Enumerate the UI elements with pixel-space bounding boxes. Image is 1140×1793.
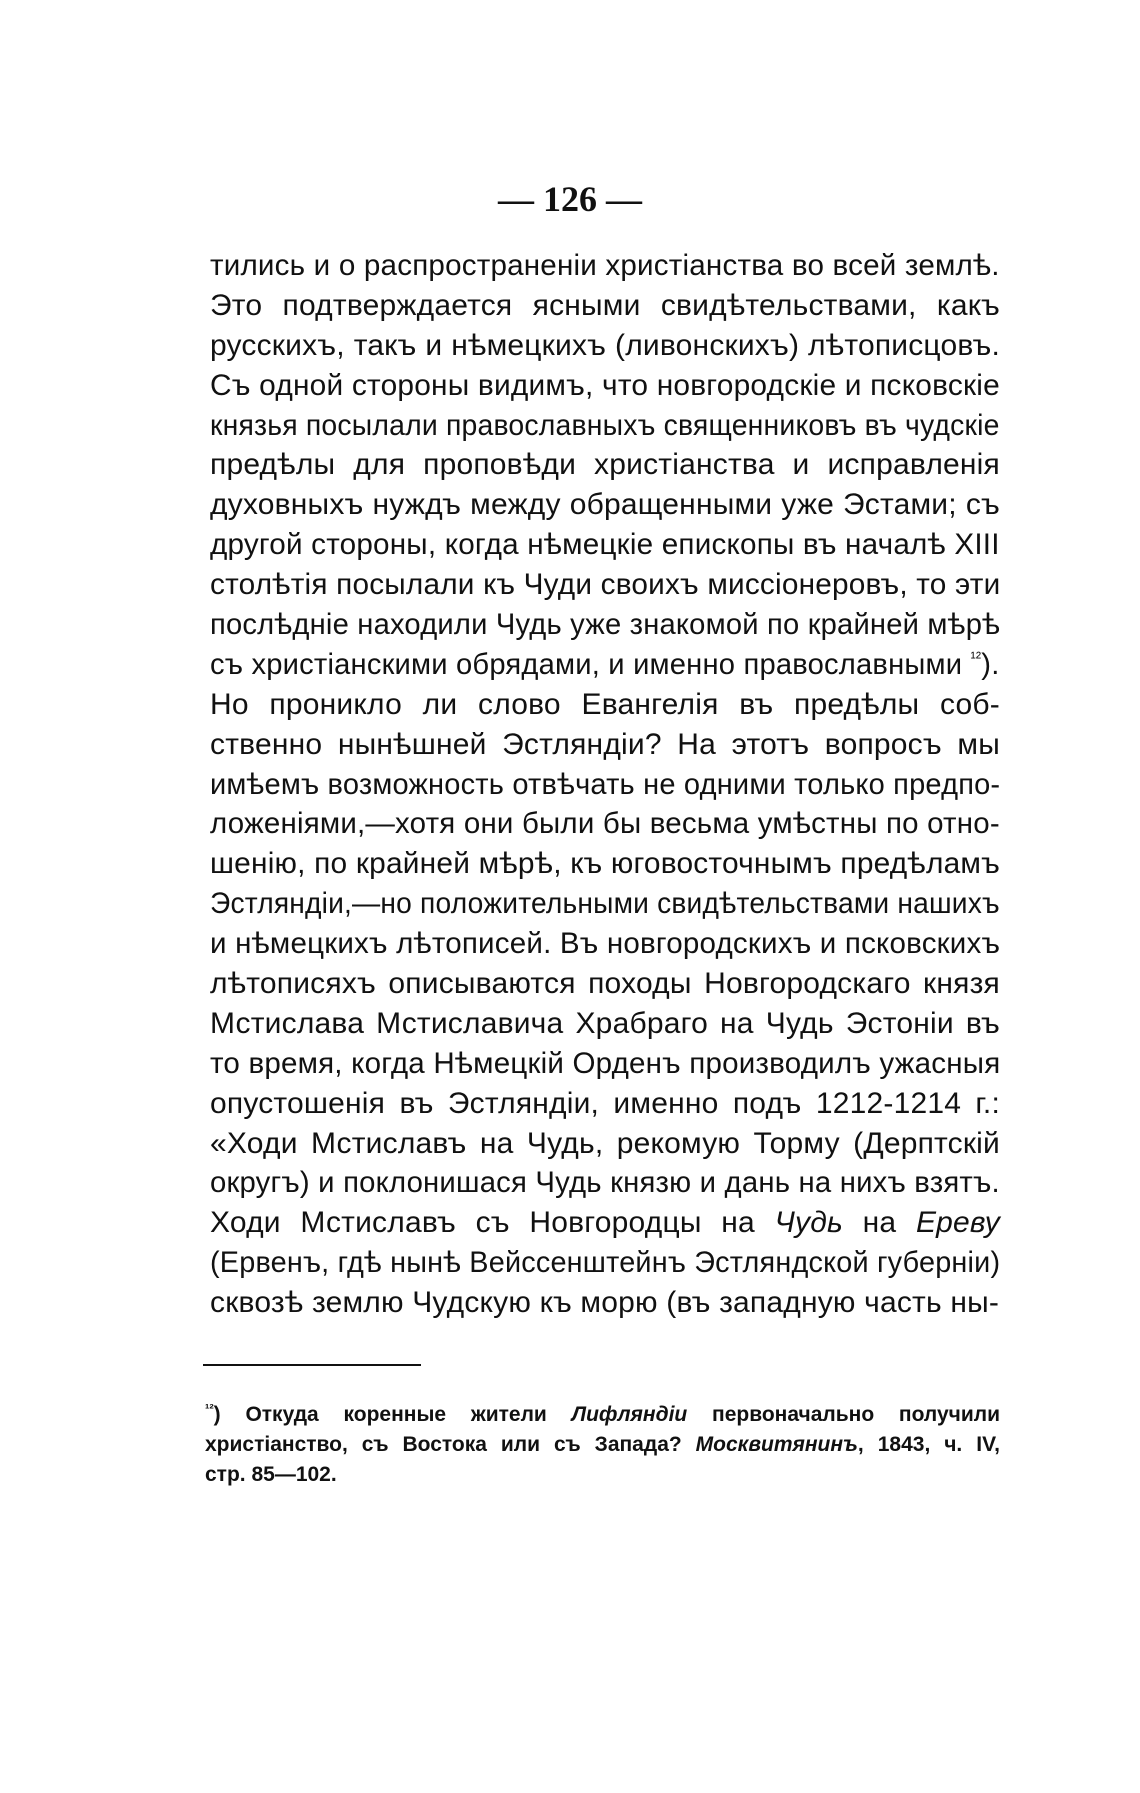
text-line: то время, когда Нѣмецкій Орденъ производилъ ужасныя: [210, 1046, 1001, 1080]
text-line: тились и о распространеніи христіанства во всей землѣ.: [210, 249, 1000, 282]
text-line: князья посылали православныхъ священниковъ въ чудскіе: [210, 408, 1000, 442]
text-line: [210, 645, 1000, 685]
journal-title: Москвитянинъ: [695, 1433, 858, 1456]
text-line: «Ходи Мстиславъ на Чудь, рекомую Торму (Дерптскій: [210, 1126, 1000, 1160]
text-line: ственно нынѣшней Эстляндіи? На этотъ вопросъ мы: [210, 727, 1000, 761]
text-segment: съ христіанскими обрядами, и именно православными: [210, 647, 963, 681]
italic-term: Чудь: [774, 1206, 843, 1240]
footnote-line: стр. 85—102.: [205, 1463, 337, 1486]
text-line: округъ) и поклонишася Чудь князю и дань на нихъ взятъ.: [210, 1166, 1000, 1200]
text-line: предѣлы для проповѣди христіанства и исправленія: [210, 448, 1000, 482]
text-line: имѣемъ возможность отвѣчать не одними только предпо-: [210, 767, 1001, 801]
footnote-reference: ¹²: [970, 649, 982, 667]
text-line: шенію, по крайней мѣрѣ, къ юговосточнымъ предѣламъ: [210, 847, 1001, 881]
body-text: [210, 246, 1000, 1323]
footnote-marker: ¹²: [205, 1401, 214, 1416]
text-segment: на: [862, 1206, 897, 1240]
footnote-divider: [203, 1364, 421, 1366]
italic-term: Лифляндіи: [571, 1403, 688, 1426]
footnote-line: [205, 1430, 1000, 1460]
text-line: [210, 1203, 1000, 1243]
text-line: послѣдніе находили Чудь уже знакомой по крайней мѣрѣ: [210, 608, 1001, 642]
text-line: Но проникло ли слово Евангелія въ предѣлы соб-: [210, 687, 1000, 721]
text-line: другой стороны, когда нѣмецкіе епископы въ началѣ XIII: [210, 528, 1000, 562]
text-line: (Ервенъ, гдѣ нынѣ Вейссенштейнъ Эстляндской губерніи): [210, 1246, 1001, 1280]
footnote-text: первоначально получили: [712, 1403, 1000, 1426]
italic-term: Ереву: [915, 1206, 1000, 1240]
text-line: столѣтія посылали къ Чуди своихъ миссіонеровъ, то эти: [210, 568, 1001, 602]
text-line: русскихъ, такъ и нѣмецкихъ (ливонскихъ) лѣтописцовъ.: [210, 328, 1000, 362]
text-line: лѣтописяхъ описываются походы Новгородскаго князя: [210, 967, 1000, 1001]
footnote-text: ) Откуда коренные жители: [213, 1403, 547, 1426]
text-line: духовныхъ нуждъ между обращенными уже Эстами; съ: [210, 488, 1000, 522]
footnote-text: христіанство, съ Востока или съ Запада?: [205, 1433, 682, 1456]
text-line: сквозѣ землю Чудскую къ морю (въ западную часть ны-: [210, 1286, 1000, 1320]
footnote-line: [205, 1400, 1000, 1430]
text-line: опустошенія въ Эстляндіи, именно подъ 1212-1214 г.:: [210, 1086, 1000, 1120]
text-line: Мстислава Мстиславича Храбраго на Чудь Эстоніи въ: [210, 1006, 1000, 1040]
text-line: Это подтверждается ясными свидѣтельствами, какъ: [210, 288, 1000, 322]
text-segment: ).: [981, 647, 1000, 681]
footnote-text: , 1843, ч. IV,: [857, 1433, 1000, 1456]
text-line: Эстляндіи,—но положительными свидѣтельствами нашихъ: [210, 887, 1000, 921]
footnote: [205, 1400, 1000, 1490]
text-line: ложеніями,—хотя они были бы весьма умѣстны по отно-: [210, 807, 1000, 841]
page-number: — 126 —: [498, 179, 642, 219]
text-line: и нѣмецкихъ лѣтописей. Въ новгородскихъ и псковскихъ: [210, 927, 1001, 961]
text-line: Съ одной стороны видимъ, что новгородскіе и псковскіе: [210, 368, 1000, 402]
text-segment: Ходи Мстиславъ съ Новгородцы на: [210, 1206, 755, 1240]
